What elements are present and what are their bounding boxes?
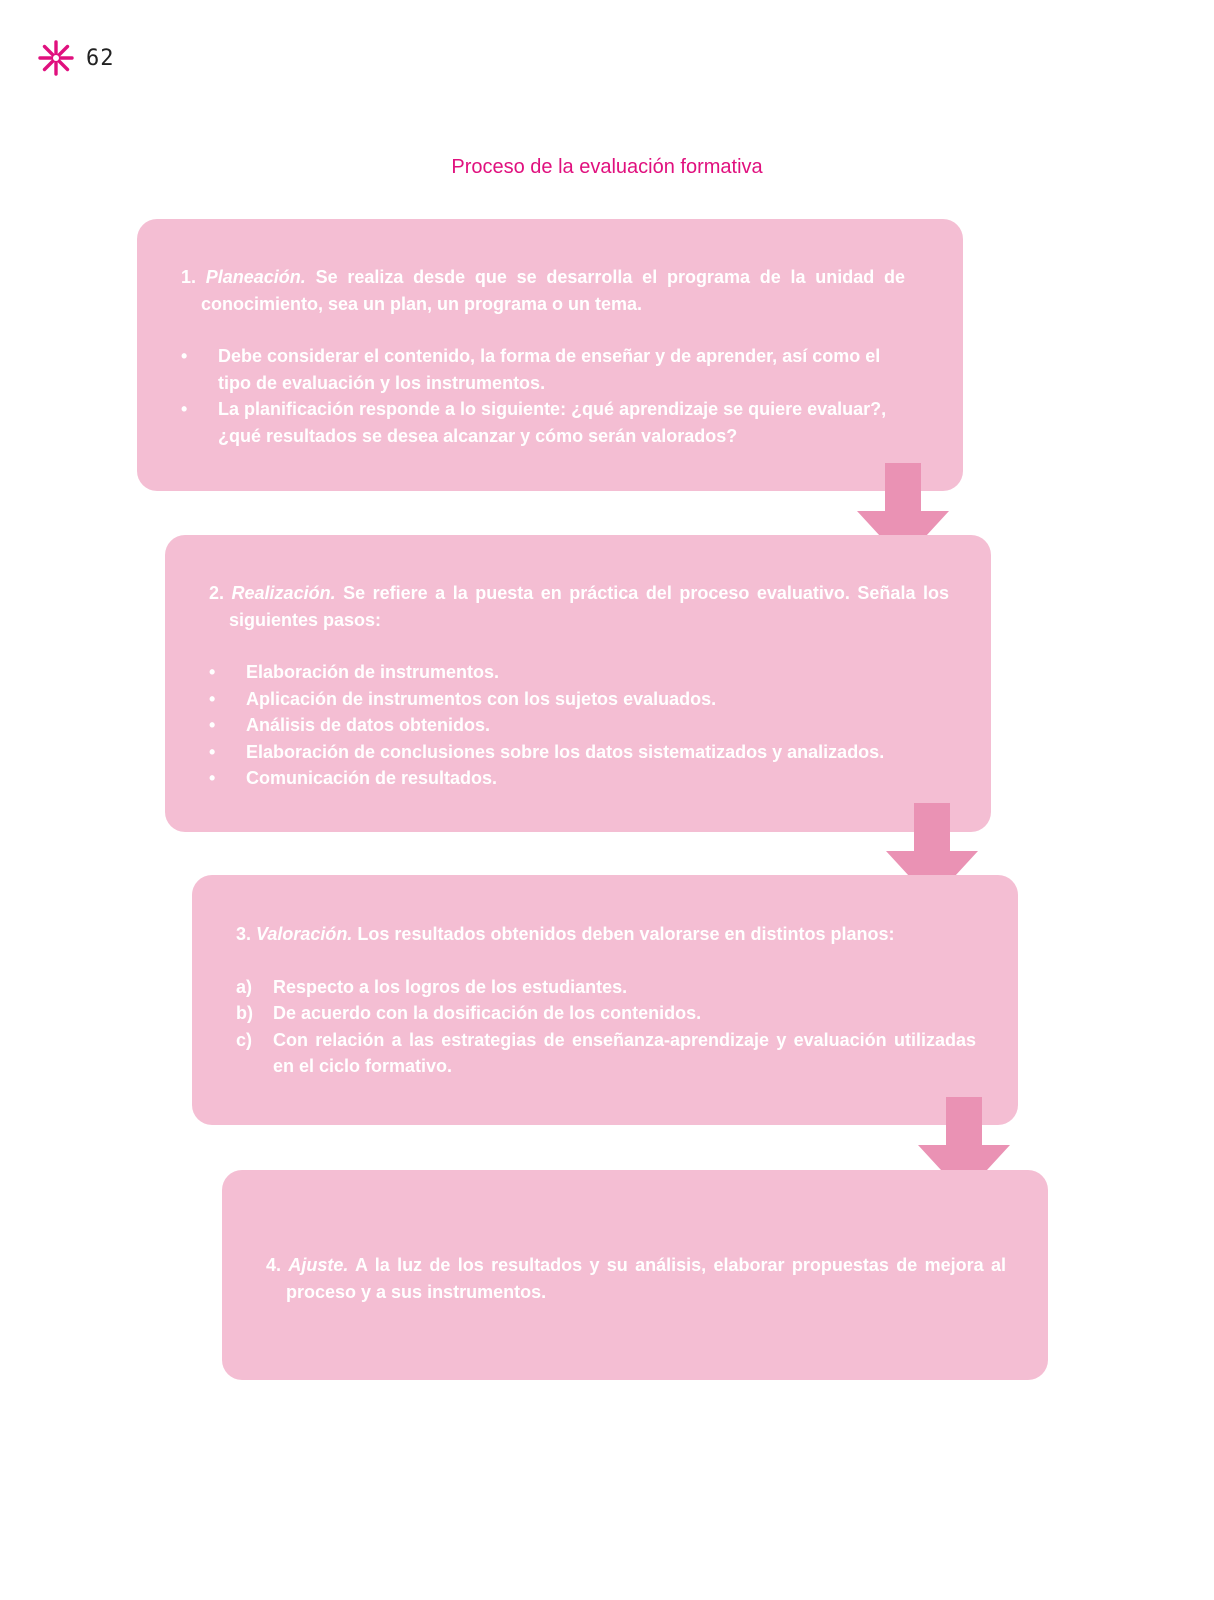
list-item-letter: b) (236, 1003, 253, 1023)
list-item-text: Respecto a los logros de los estudiantes. (273, 976, 628, 997)
list-item-text: Comunicación de resultados. (246, 768, 498, 788)
list-item (236, 1027, 976, 1080)
step-description: Se realiza desde que se desarrolla el programa de la unidad de conocimiento, sea un plan, un programa o un tema. (201, 267, 905, 314)
bullet-icon: • (209, 662, 216, 682)
list-item (209, 712, 949, 739)
list-item (209, 686, 949, 713)
list-item (236, 1000, 976, 1027)
step-number: 2. (209, 583, 225, 603)
list-item-letter: c) (236, 1029, 253, 1050)
step-heading (181, 264, 905, 317)
step-number: 4. (266, 1255, 282, 1275)
step-description: Los resultados obtenidos deben valorarse en distintos planos: (357, 924, 895, 944)
bullet-icon: • (181, 399, 188, 419)
step-name: Planeación. (205, 267, 306, 287)
bullet-icon: • (181, 346, 188, 366)
list-item-text: Elaboración de conclusiones sobre los datos sistematizados y analizados. (246, 741, 885, 762)
step-box-valoracion (192, 875, 1018, 1125)
bullet-icon: • (209, 688, 216, 709)
step-box-planeacion (137, 219, 963, 491)
list-item (209, 739, 949, 766)
step-name: Ajuste. (288, 1255, 349, 1275)
bullet-icon: • (209, 741, 216, 762)
diagram-title: Proceso de la evaluación formativa (451, 156, 763, 178)
lettered-list (236, 974, 976, 1080)
page-header (38, 40, 115, 76)
list-item-text: La planificación responde a lo siguiente: ¿qué aprendizaje se quiere evaluar?, ¿qué resultados se desea alcanzar y cómo serán valorados? (218, 399, 887, 446)
step-box-ajuste (222, 1170, 1048, 1380)
bullet-icon: • (209, 715, 216, 735)
bullet-list (181, 343, 905, 449)
list-item-text: Análisis de datos obtenidos. (246, 715, 491, 735)
step-name: Valoración. (256, 924, 353, 944)
step-heading (209, 580, 949, 633)
bullet-list (209, 659, 949, 792)
list-item-text: Elaboración de instrumentos. (246, 662, 500, 682)
step-name: Realización. (231, 583, 336, 603)
list-item-text: Aplicación de instrumentos con los sujetos evaluados. (246, 688, 717, 709)
bullet-icon: • (209, 768, 216, 788)
step-number: 1. (181, 267, 197, 287)
step-heading (236, 921, 976, 948)
list-item (209, 659, 949, 686)
list-item (181, 396, 905, 449)
step-heading (266, 1252, 1006, 1305)
step-number: 3. (236, 924, 252, 944)
list-item (181, 343, 905, 396)
asterisk-icon (38, 40, 74, 76)
list-item-text: Con relación a las estrategias de enseñanza-aprendizaje y evaluación utilizadas en el ciclo formativo. (273, 1029, 976, 1076)
page-number: 62 (86, 45, 115, 71)
step-description: Se refiere a la puesta en práctica del proceso evaluativo. Señala los siguientes pasos: (229, 583, 949, 630)
step-description: A la luz de los resultados y su análisis, elaborar propuestas de mejora al proceso y a sus instrumentos. (286, 1255, 1006, 1302)
list-item (209, 765, 949, 792)
list-item-text: Debe considerar el contenido, la forma de enseñar y de aprender, así como el tipo de evaluación y los instrumentos. (218, 346, 881, 393)
list-item (236, 974, 976, 1001)
list-item-text: De acuerdo con la dosificación de los contenidos. (273, 1003, 702, 1023)
list-item-letter: a) (236, 976, 253, 997)
step-box-realizacion (165, 535, 991, 832)
